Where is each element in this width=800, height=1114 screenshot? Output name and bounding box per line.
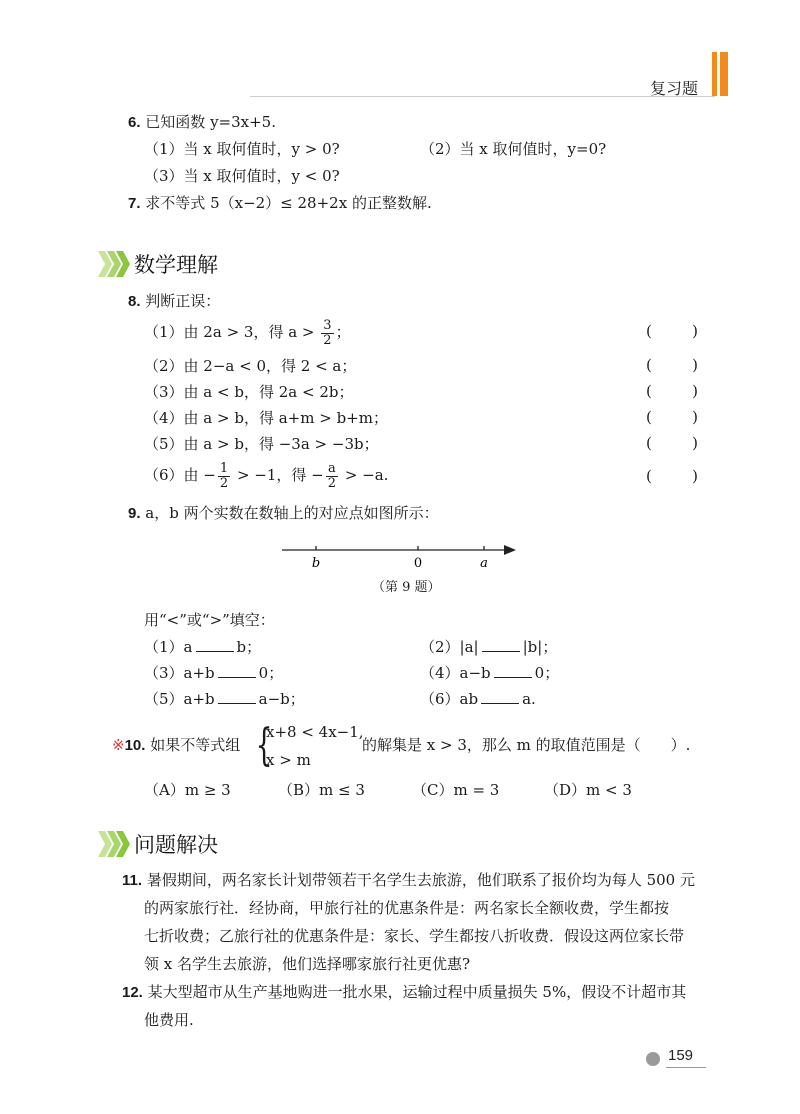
fill-blank[interactable]	[196, 637, 234, 652]
fraction: $\frac{3}{2}$	[323, 317, 332, 348]
chevron-icon	[98, 827, 130, 861]
answer-parens[interactable]: ( )	[646, 408, 698, 426]
q11-line: 七折收费；乙旅行社的优惠条件是：家长、学生都按八折收费．假设这两位家长带	[144, 927, 685, 945]
option-c[interactable]: （C）m = 3	[412, 781, 500, 799]
option-d[interactable]: （D）m < 3	[544, 781, 632, 799]
challenge-mark: ※	[112, 736, 125, 754]
q11-line: 领 x 名学生去旅游，他们选择哪家旅行社更优惠?	[144, 955, 471, 973]
answer-parens[interactable]: ( )	[646, 322, 698, 340]
q6-part1: （1）当 x 取何值时，y > 0?	[144, 140, 340, 158]
q8-item: （1）由 2a > 3，得 a > $\frac{3}{2}$ ；	[144, 317, 351, 348]
q11-line: 11. 暑假期间，两名家长计划带领若干名学生去旅游，他们联系了报价均为每人 500 元	[122, 871, 695, 889]
q12-line: 12. 某大型超市从生产基地购进一批水果，运输过程中质量损失 5%，假设不计超市其	[122, 983, 687, 1001]
arrow-icon	[504, 545, 516, 555]
header-accent-bar	[712, 52, 717, 96]
option-b[interactable]: （B）m ≤ 3	[278, 781, 365, 799]
q8-item: （5）由 a > b，得 −3a > −3b；	[144, 435, 379, 453]
fill-blank[interactable]	[218, 663, 256, 678]
number-line	[276, 536, 526, 570]
page-number: 159	[668, 1047, 694, 1064]
q11-line: 的两家旅行社．经协商，甲旅行社的优惠条件是：两名家长全额收费，学生都按	[144, 899, 670, 917]
q9-instruction: 用“<”或“>”填空：	[144, 611, 275, 629]
q8-item: （6）由 − $\frac{1}{2}$ > −1，得 − $\frac{a}{2}$ > −a.	[144, 460, 389, 491]
q8-item: （3）由 a < b，得 2a < 2b；	[144, 383, 354, 401]
q8-stem: 8. 判断正误：	[128, 292, 221, 310]
fill-blank[interactable]	[494, 663, 532, 678]
chevron-icon	[98, 247, 130, 281]
q8-item: （4）由 a > b，得 a+m > b+m；	[144, 409, 388, 427]
fill-blank[interactable]	[481, 689, 519, 704]
option-a[interactable]: （A）m ≥ 3	[144, 781, 231, 799]
q6-part2: （2）当 x 取何值时，y=0?	[420, 140, 607, 158]
q9-stem: 9. a，b 两个实数在数轴上的对应点如图所示：	[128, 504, 439, 522]
q9-item: （3）a+b 0；	[144, 664, 284, 682]
q7-stem: 7. 求不等式 5（x−2）≤ 28+2x 的正整数解.	[128, 194, 432, 212]
fill-blank[interactable]	[482, 637, 520, 652]
system-eq1: x+8 < 4x−1,	[266, 723, 364, 741]
fraction: $\frac{a}{2}$	[327, 460, 337, 491]
footer-rule	[666, 1067, 706, 1068]
q9-item: （6）ab a.	[420, 690, 536, 708]
q10-tail: 的解集是 x > 3，那么 m 的取值范围是（ ）.	[362, 736, 691, 754]
q8-item: （2）由 2−a < 0，得 2 < a；	[144, 357, 357, 375]
header-title: 复习题	[650, 79, 699, 98]
section-header: 问题解决	[98, 824, 218, 864]
brace: {	[255, 720, 273, 771]
q6-stem: 6. 已知函数 y=3x+5.	[128, 113, 276, 131]
q9-item: （1）a b；	[144, 638, 262, 656]
q9-item: （4）a−b 0；	[420, 664, 560, 682]
label-a: a	[480, 556, 488, 570]
page-dot-icon	[646, 1052, 660, 1066]
system-eq2: x > m	[266, 751, 311, 769]
fraction: $\frac{1}{2}$	[219, 460, 229, 491]
header-rule	[250, 96, 715, 97]
q6-part3: （3）当 x 取何值时，y < 0?	[144, 167, 340, 185]
q9-item: （2）|a| |b|；	[420, 638, 558, 656]
answer-parens[interactable]: ( )	[646, 356, 698, 374]
label-zero: 0	[413, 556, 423, 570]
q12-line: 他费用.	[144, 1011, 194, 1029]
answer-parens[interactable]: ( )	[646, 434, 698, 452]
figure-caption: （第 9 题）	[372, 580, 441, 595]
q9-item: （5）a+b a−b；	[144, 690, 305, 708]
answer-parens[interactable]: ( )	[646, 382, 698, 400]
fill-blank[interactable]	[218, 689, 256, 704]
label-b: b	[311, 556, 321, 570]
header-accent-bar	[720, 52, 728, 96]
section-header: 数学理解	[98, 244, 218, 284]
q10-stem: ※10. 如果不等式组	[112, 736, 241, 754]
answer-parens[interactable]: ( )	[646, 467, 698, 485]
